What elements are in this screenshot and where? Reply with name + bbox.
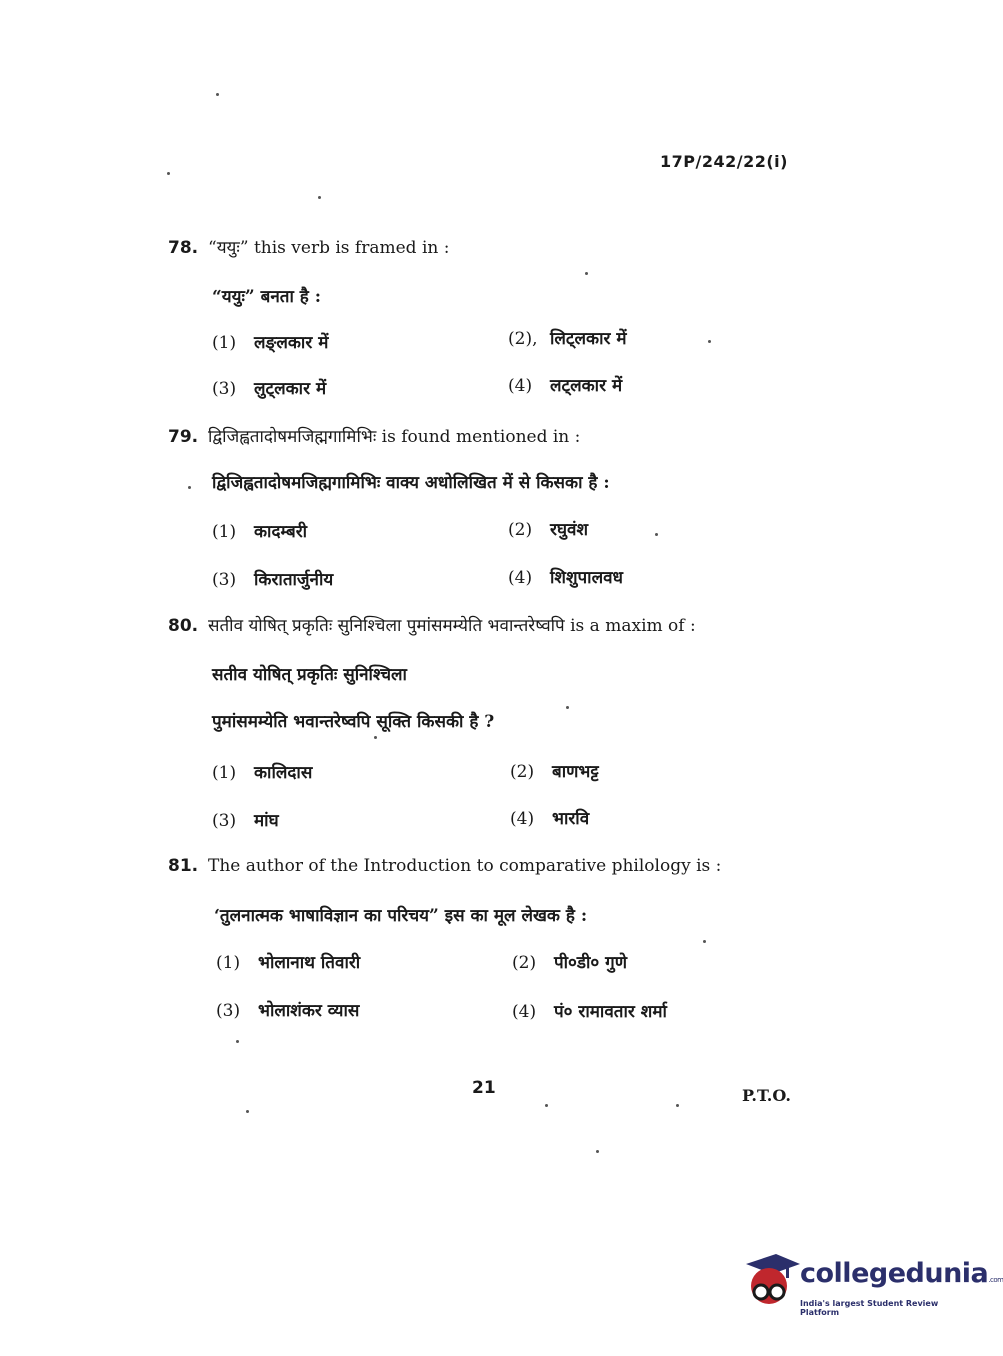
question-number: 79. <box>168 427 199 447</box>
scan-speck <box>374 736 377 739</box>
option-1[interactable] <box>212 760 312 783</box>
option-2[interactable] <box>510 759 599 782</box>
question-stem <box>168 856 768 876</box>
option-number: (1) <box>216 953 241 973</box>
option-text: कालिदास <box>254 763 313 783</box>
option-text: भारवि <box>552 809 590 829</box>
option-text: कादम्बरी <box>254 522 308 542</box>
option-text: शिशुपालवध <box>550 568 624 588</box>
option-number: (2) <box>510 762 535 782</box>
scan-speck <box>246 1110 249 1113</box>
option-4[interactable] <box>512 999 667 1022</box>
option-1[interactable] <box>212 519 307 542</box>
option-text: भोलाशंकर व्यास <box>258 1001 360 1021</box>
scan-speck <box>566 706 569 709</box>
option-3[interactable] <box>216 998 359 1021</box>
option-1[interactable] <box>212 330 328 353</box>
scan-speck <box>655 533 658 536</box>
brand-wordmark: collegedunia <box>800 1258 989 1289</box>
question-80 <box>168 613 768 636</box>
option-text: मांघ <box>254 811 279 831</box>
question-79 <box>168 424 768 447</box>
scan-speck <box>216 93 219 96</box>
question-78 <box>168 235 768 258</box>
page-number: 21 <box>472 1078 496 1098</box>
option-2[interactable] <box>512 950 627 973</box>
scan-speck <box>585 272 588 275</box>
option-number: (3) <box>216 1001 241 1021</box>
option-4[interactable] <box>508 565 623 588</box>
option-text: रघुवंश <box>550 520 589 540</box>
option-text: लङ्लकार में <box>254 333 329 353</box>
option-text: लुट्लकार में <box>254 379 327 399</box>
option-text: भोलानाथ तिवारी <box>258 953 361 973</box>
question-hindi: “ययुः” बनता है : <box>212 287 322 307</box>
option-text: लट्लकार में <box>550 376 623 396</box>
scan-speck <box>703 940 706 943</box>
question-81 <box>168 856 768 876</box>
question-stem <box>168 235 768 258</box>
option-number: (1) <box>212 522 237 542</box>
option-number: (3) <box>212 379 237 399</box>
option-number: (2) <box>508 520 533 540</box>
brand-tagline: India's largest Student Review Platform <box>800 1299 939 1317</box>
option-number: (2) <box>512 953 537 973</box>
question-hindi-line-1: सतीव योषित् प्रकृतिः सुनिश्चिला <box>212 665 407 685</box>
option-3[interactable] <box>212 567 333 590</box>
brand-suffix: .com <box>988 1276 1003 1284</box>
option-1[interactable] <box>216 950 360 973</box>
question-english: द्विजिह्वतादोषमजिह्मगामिभिः is found mentioned in : <box>208 427 581 447</box>
question-english: सतीव योषित् प्रकृतिः सुनिश्चिला पुमांसमम्येति भवान्तरेष्वपि is a maxim of : <box>208 616 696 636</box>
option-3[interactable] <box>212 376 326 399</box>
option-number: (1) <box>212 333 237 353</box>
brand-name <box>800 1258 1003 1289</box>
question-number: 78. <box>168 238 199 258</box>
question-stem <box>168 613 768 636</box>
question-hindi: द्विजिह्वतादोषमजिह्मगामिभिः वाक्य अधोलिखित में से किसका है : <box>212 473 610 493</box>
question-english: The author of the Introduction to comparative philology is : <box>208 856 722 876</box>
option-number: (4) <box>508 376 533 396</box>
option-text: लिट्लकार में <box>550 329 627 349</box>
option-number: (3) <box>212 570 237 590</box>
question-hindi-line-2: पुमांसमम्येति भवान्तरेष्वपि सूक्ति किसकी है ? <box>212 712 495 732</box>
option-number: (2), <box>508 329 538 349</box>
option-number: (4) <box>508 568 533 588</box>
option-text: पी०डी० गुणे <box>554 953 628 973</box>
scan-speck <box>596 1150 599 1153</box>
collegedunia-watermark <box>742 1250 1003 1320</box>
question-hindi: ‘तुलनात्मक भाषाविज्ञान का परिचय” इस का मूल लेखक है : <box>214 906 588 926</box>
paper-code: 17P/242/22(i) <box>660 152 788 171</box>
option-number: (4) <box>512 1002 537 1022</box>
option-4[interactable] <box>510 806 589 829</box>
option-2[interactable] <box>508 517 588 540</box>
question-stem <box>168 424 768 447</box>
scan-speck <box>318 196 321 199</box>
option-text: बाणभट्ट <box>552 762 599 782</box>
scan-speck <box>545 1104 548 1107</box>
question-number: 81. <box>168 856 199 876</box>
question-number: 80. <box>168 616 199 636</box>
question-english: “ययुः” this verb is framed in : <box>208 238 450 258</box>
option-text: पं० रामावतार शर्मा <box>554 1002 667 1022</box>
scan-speck <box>708 340 711 343</box>
scan-speck <box>188 486 191 489</box>
scan-speck <box>167 172 170 175</box>
scan-speck <box>676 1104 679 1107</box>
option-3[interactable] <box>212 808 279 831</box>
option-number: (3) <box>212 811 237 831</box>
option-2[interactable] <box>508 326 627 349</box>
option-4[interactable] <box>508 373 622 396</box>
option-number: (4) <box>510 809 535 829</box>
option-text: किरातार्जुनीय <box>254 570 334 590</box>
collegedunia-logo-icon <box>742 1250 798 1312</box>
pto-label: P.T.O. <box>742 1086 791 1105</box>
scan-speck <box>236 1040 239 1043</box>
option-number: (1) <box>212 763 237 783</box>
